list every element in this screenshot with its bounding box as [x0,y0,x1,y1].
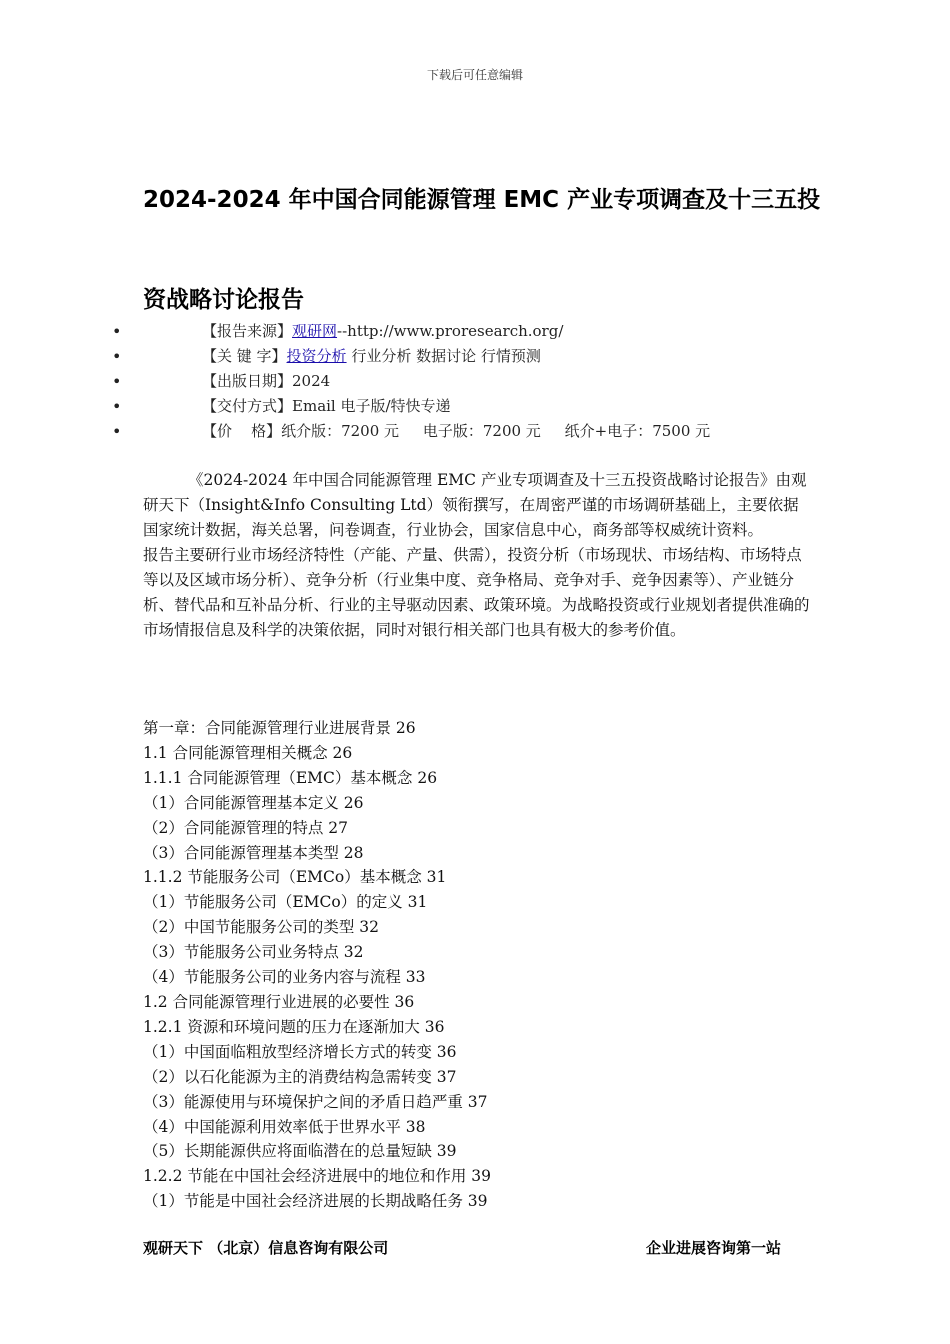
toc-entry: （3）合同能源管理基本类型 28 [143,843,364,862]
source-link[interactable]: 观研网 [292,322,338,340]
document-title: 2024-2024 年中国合同能源管理 EMC 产业专项调查及十三五投资战略讨论报告 [143,187,821,313]
toc-entry: 第一章：合同能源管理行业进展背景 26 [143,719,416,737]
toc-entry: （2）以石化能源为主的消费结构急需转变 37 [143,1067,457,1086]
toc-entry: （5）长期能源供应将面临潜在的总量短缺 39 [143,1142,457,1161]
toc-entry: （2）合同能源管理的特点 27 [143,818,349,837]
meta-item-price [0,419,950,444]
toc-entry: （1）中国面临粗放型经济增长方式的转变 36 [143,1042,457,1061]
footer-company: 观研天下 （北京）信息咨询有限公司 [143,1239,389,1257]
toc-entry: 1.1.2 节能服务公司（EMCo）基本概念 31 [143,868,447,887]
meta-value: 2024 [292,372,331,390]
toc-entry: （4）中国能源利用效率低于世界水平 38 [143,1117,426,1136]
meta-label: 【价 格】 [202,422,282,440]
toc-entry: 1.2 合同能源管理行业进展的必要性 36 [143,992,415,1011]
meta-item-source [0,319,950,344]
toc-entry: （3）节能服务公司业务特点 32 [143,943,364,962]
bullet-icon: • [112,322,122,341]
meta-value: --http://www.proresearch.org/ [337,322,564,340]
bullet-icon: • [112,372,122,391]
meta-value: Email 电子版/特快专递 [292,397,451,415]
toc-entry: （4）节能服务公司的业务内容与流程 33 [143,968,426,987]
bullet-icon: • [112,397,122,416]
bullet-icon: • [112,422,122,441]
keyword-link[interactable]: 投资分析 [286,347,347,365]
meta-value: 纸介版：7200 元 电子版：7200 元 纸介+电子：7500 元 [281,422,711,440]
toc-entry: 1.1 合同能源管理相关概念 26 [143,743,353,762]
meta-label: 【报告来源】 [202,322,293,340]
meta-value: 行业分析 数据讨论 行情预测 [346,347,541,365]
meta-label: 【出版日期】 [202,372,293,390]
meta-item-keywords [0,344,950,369]
toc-entry: （1）合同能源管理基本定义 26 [143,793,364,812]
bullet-icon: • [112,347,122,366]
toc-entry: （2）中国节能服务公司的类型 32 [143,918,380,937]
intro-section [143,468,810,643]
meta-item-date [0,369,950,394]
toc-entry: 1.2.2 节能在中国社会经济进展中的地位和作用 39 [143,1167,492,1186]
intro-paragraph-1: 《2024-2024 年中国合同能源管理 EMC 产业专项调查及十三五投资战略讨论报告》由观研天下（Insight&Info Consulting Ltd）领衔撰写，在周密严谨的市场调研基础上，主要依据国家统计数据，海关总署，问卷调查，行业协会，国家信息中心，商务部等权威统计资料。 [143,471,807,539]
toc-entry: （1）节能服务公司（EMCo）的定义 31 [143,893,428,912]
table-of-contents [143,716,810,1214]
meta-label: 【交付方式】 [202,397,293,415]
toc-entry: 1.1.1 合同能源管理（EMC）基本概念 26 [143,768,438,787]
report-meta-list [0,319,950,444]
toc-entry: （1）节能是中国社会经济进展的长期战略任务 39 [143,1192,488,1211]
footer-slogan: 企业进展咨询第一站 [646,1239,782,1257]
meta-label: 【关 键 字】 [202,347,287,365]
meta-item-delivery [0,394,950,419]
intro-paragraph-2: 报告主要研行业市场经济特性（产能、产量、供需），投资分析（市场现状、市场结构、市场特点等以及区域市场分析）、竞争分析（行业集中度、竞争格局、竞争对手、竞争因素等）、产业链分析、替代品和互补品分析、行业的主导驱动因素、政策环境。为战略投资或行业规划者提供准确的市场情报信息及科学的决策依据，同时对银行相关部门也具有极大的参考价值。 [143,546,810,639]
toc-entry: 1.2.1 资源和环境问题的压力在逐渐加大 36 [143,1017,445,1036]
page-header-note: 下载后可任意编辑 [426,68,523,82]
toc-entry: （3）能源使用与环境保护之间的矛盾日趋严重 37 [143,1092,488,1111]
